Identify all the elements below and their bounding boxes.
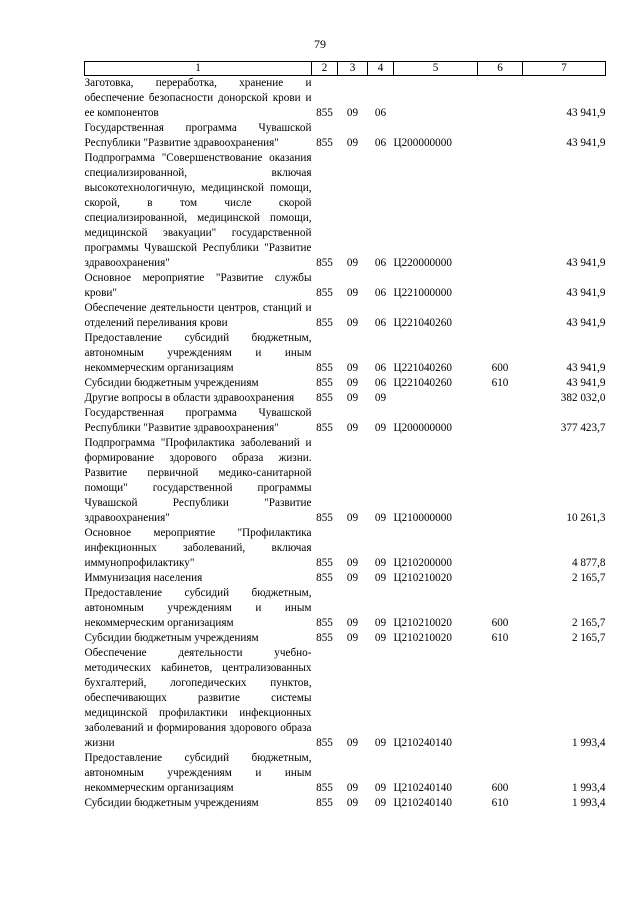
row-amount: 43 941,9 — [566, 377, 606, 389]
row-admin-code: 855 — [316, 317, 333, 329]
row-expense-type — [478, 121, 523, 151]
row-name: Обеспечение деятельности центров, станций и отделений переливания крови — [84, 302, 312, 329]
row-target-code: Ц210210020 — [393, 632, 452, 644]
row-subsection-code: 06 — [374, 137, 387, 149]
table-row — [85, 391, 606, 406]
row-target-code — [394, 391, 478, 406]
row-name: Основное мероприятие "Развитие службы крови" — [84, 272, 312, 299]
row-subsection-code: 06 — [374, 287, 387, 299]
table-row — [85, 151, 606, 271]
row-expense-type: 610 — [491, 377, 509, 389]
row-target-code: Ц221000000 — [393, 287, 452, 299]
column-header-5: 5 — [394, 62, 478, 76]
row-expense-type — [478, 76, 523, 122]
table-row — [85, 526, 606, 571]
row-admin-code: 855 — [316, 572, 333, 584]
row-admin-code: 855 — [316, 377, 333, 389]
row-section-code: 09 — [346, 137, 359, 149]
table-row — [85, 121, 606, 151]
budget-table — [84, 61, 606, 811]
row-section-code: 09 — [346, 422, 359, 434]
row-expense-type — [478, 571, 523, 586]
row-name: Заготовка, переработка, хранение и обеспечение безопасности донорской крови и ее компонентов — [84, 77, 312, 119]
row-amount: 2 165,7 — [571, 617, 606, 629]
row-name: Субсидии бюджетным учреждениям — [84, 632, 259, 644]
row-admin-code: 855 — [316, 512, 333, 524]
row-admin-code: 855 — [316, 632, 333, 644]
row-admin-code: 855 — [316, 782, 333, 794]
row-admin-code: 855 — [316, 137, 333, 149]
row-name: Основное мероприятие "Профилактика инфекционных заболеваний, включая иммунопрофилактику" — [84, 527, 312, 569]
row-amount: 377 423,7 — [560, 422, 606, 434]
row-amount: 43 941,9 — [566, 317, 606, 329]
row-admin-code: 855 — [316, 392, 333, 404]
row-subsection-code: 06 — [374, 317, 387, 329]
column-header-4: 4 — [368, 62, 394, 76]
row-section-code: 09 — [346, 377, 359, 389]
table-row — [85, 271, 606, 301]
row-amount: 2 165,7 — [571, 572, 606, 584]
row-target-code: Ц210240140 — [393, 737, 452, 749]
row-subsection-code: 06 — [374, 362, 387, 374]
row-expense-type — [478, 436, 523, 526]
row-subsection-code: 09 — [374, 422, 387, 434]
table-row — [85, 76, 606, 122]
row-admin-code: 855 — [316, 107, 333, 119]
row-target-code: Ц200000000 — [393, 422, 452, 434]
row-subsection-code: 09 — [374, 572, 387, 584]
row-name: Государственная программа Чувашской Республики "Развитие здравоохранения" — [84, 407, 312, 434]
row-subsection-code: 09 — [374, 797, 387, 809]
row-target-code: Ц200000000 — [393, 137, 452, 149]
row-name: Предоставление субсидий бюджетным, автономным учреждениям и иным некоммерческим организациям — [84, 587, 312, 629]
row-name: Подпрограмма "Совершенствование оказания специализированной, включая высокотехнологичную, медицинской помощи, скорой, в том числе скорой специализированной, медицинской помощи, медицинской эвакуации" государственной программы Чувашской Республики "Развитие здравоохранения" — [84, 152, 312, 269]
table-header — [85, 62, 606, 76]
row-section-code: 09 — [346, 737, 359, 749]
row-target-code: Ц221040260 — [393, 362, 452, 374]
row-subsection-code: 06 — [374, 377, 387, 389]
row-amount: 1 993,4 — [571, 782, 606, 794]
row-section-code: 09 — [346, 107, 359, 119]
row-amount: 43 941,9 — [566, 257, 606, 269]
row-target-code: Ц210210020 — [393, 572, 452, 584]
row-admin-code: 855 — [316, 287, 333, 299]
column-header-1: 1 — [85, 62, 312, 76]
row-subsection-code: 09 — [374, 632, 387, 644]
row-expense-type: 610 — [491, 797, 509, 809]
row-expense-type — [478, 271, 523, 301]
row-amount: 1 993,4 — [571, 797, 606, 809]
column-header-6: 6 — [478, 62, 523, 76]
row-admin-code: 855 — [316, 557, 333, 569]
table-row — [85, 586, 606, 631]
row-expense-type: 600 — [491, 362, 509, 374]
row-name: Предоставление субсидий бюджетным, автономным учреждениям и иным некоммерческим организациям — [84, 752, 312, 794]
row-subsection-code: 09 — [374, 782, 387, 794]
table-row — [85, 751, 606, 796]
row-subsection-code: 09 — [374, 617, 387, 629]
row-admin-code: 855 — [316, 422, 333, 434]
table-row — [85, 376, 606, 391]
row-section-code: 09 — [346, 512, 359, 524]
row-section-code: 09 — [346, 557, 359, 569]
row-section-code: 09 — [346, 782, 359, 794]
row-expense-type — [478, 646, 523, 751]
row-name: Предоставление субсидий бюджетным, автономным учреждениям и иным некоммерческим организациям — [84, 332, 312, 374]
table-row — [85, 331, 606, 376]
row-subsection-code: 09 — [374, 737, 387, 749]
row-section-code: 09 — [346, 797, 359, 809]
row-name: Государственная программа Чувашской Республики "Развитие здравоохранения" — [84, 122, 312, 149]
row-name: Субсидии бюджетным учреждениям — [84, 797, 259, 809]
row-expense-type — [478, 391, 523, 406]
row-target-code — [394, 76, 478, 122]
table-row — [85, 436, 606, 526]
row-section-code: 09 — [346, 317, 359, 329]
row-expense-type — [478, 301, 523, 331]
row-expense-type — [478, 406, 523, 436]
row-subsection-code: 09 — [374, 512, 387, 524]
page-number: 79 — [314, 37, 326, 51]
row-expense-type: 610 — [491, 632, 509, 644]
row-target-code: Ц210210020 — [393, 617, 452, 629]
row-target-code: Ц210240140 — [393, 797, 452, 809]
row-expense-type: 600 — [491, 782, 509, 794]
row-amount: 2 165,7 — [571, 632, 606, 644]
row-subsection-code: 09 — [374, 392, 387, 404]
row-amount: 43 941,9 — [566, 362, 606, 374]
row-target-code: Ц210000000 — [393, 512, 452, 524]
row-admin-code: 855 — [316, 257, 333, 269]
row-subsection-code: 06 — [374, 107, 387, 119]
column-header-7: 7 — [523, 62, 606, 76]
row-section-code: 09 — [346, 617, 359, 629]
row-name: Подпрограмма "Профилактика заболеваний и формирование здорового образа жизни. Развитие первичной медико-санитарной помощи" государственной программы Чувашской Республики "Развитие здравоохранения" — [84, 437, 312, 524]
row-amount: 382 032,0 — [560, 392, 606, 404]
row-expense-type — [478, 151, 523, 271]
row-amount: 4 877,8 — [571, 557, 606, 569]
row-amount: 43 941,9 — [566, 287, 606, 299]
row-subsection-code: 09 — [374, 557, 387, 569]
row-name: Другие вопросы в области здравоохранения — [84, 392, 295, 404]
row-amount: 1 993,4 — [571, 737, 606, 749]
table-row — [85, 301, 606, 331]
table-row — [85, 571, 606, 586]
row-section-code: 09 — [346, 632, 359, 644]
row-expense-type: 600 — [491, 617, 509, 629]
row-admin-code: 855 — [316, 797, 333, 809]
row-target-code: Ц210200000 — [393, 557, 452, 569]
table-body — [85, 76, 606, 812]
row-subsection-code: 06 — [374, 257, 387, 269]
row-name: Обеспечение деятельности учебно-методических кабинетов, централизованных бухгалтерий, логопедических пунктов, обеспечивающих развитие системы медицинской профилактики инфекционных заболеваний и формирования здорового образа жизни — [84, 647, 312, 749]
row-name: Субсидии бюджетным учреждениям — [84, 377, 259, 389]
column-header-3: 3 — [338, 62, 368, 76]
row-target-code: Ц220000000 — [393, 257, 452, 269]
row-target-code: Ц221040260 — [393, 377, 452, 389]
column-header-2: 2 — [312, 62, 338, 76]
table-row — [85, 631, 606, 646]
row-target-code: Ц221040260 — [393, 317, 452, 329]
header-row — [85, 62, 606, 76]
row-amount: 43 941,9 — [566, 107, 606, 119]
table-row — [85, 406, 606, 436]
row-section-code: 09 — [346, 287, 359, 299]
row-section-code: 09 — [346, 392, 359, 404]
row-section-code: 09 — [346, 362, 359, 374]
row-admin-code: 855 — [316, 737, 333, 749]
row-amount: 10 261,3 — [566, 512, 606, 524]
row-section-code: 09 — [346, 257, 359, 269]
row-admin-code: 855 — [316, 362, 333, 374]
table-row — [85, 646, 606, 751]
table-row — [85, 796, 606, 811]
row-expense-type — [478, 526, 523, 571]
row-amount: 43 941,9 — [566, 137, 606, 149]
row-name: Иммунизация населения — [84, 572, 203, 584]
row-admin-code: 855 — [316, 617, 333, 629]
row-target-code: Ц210240140 — [393, 782, 452, 794]
row-section-code: 09 — [346, 572, 359, 584]
